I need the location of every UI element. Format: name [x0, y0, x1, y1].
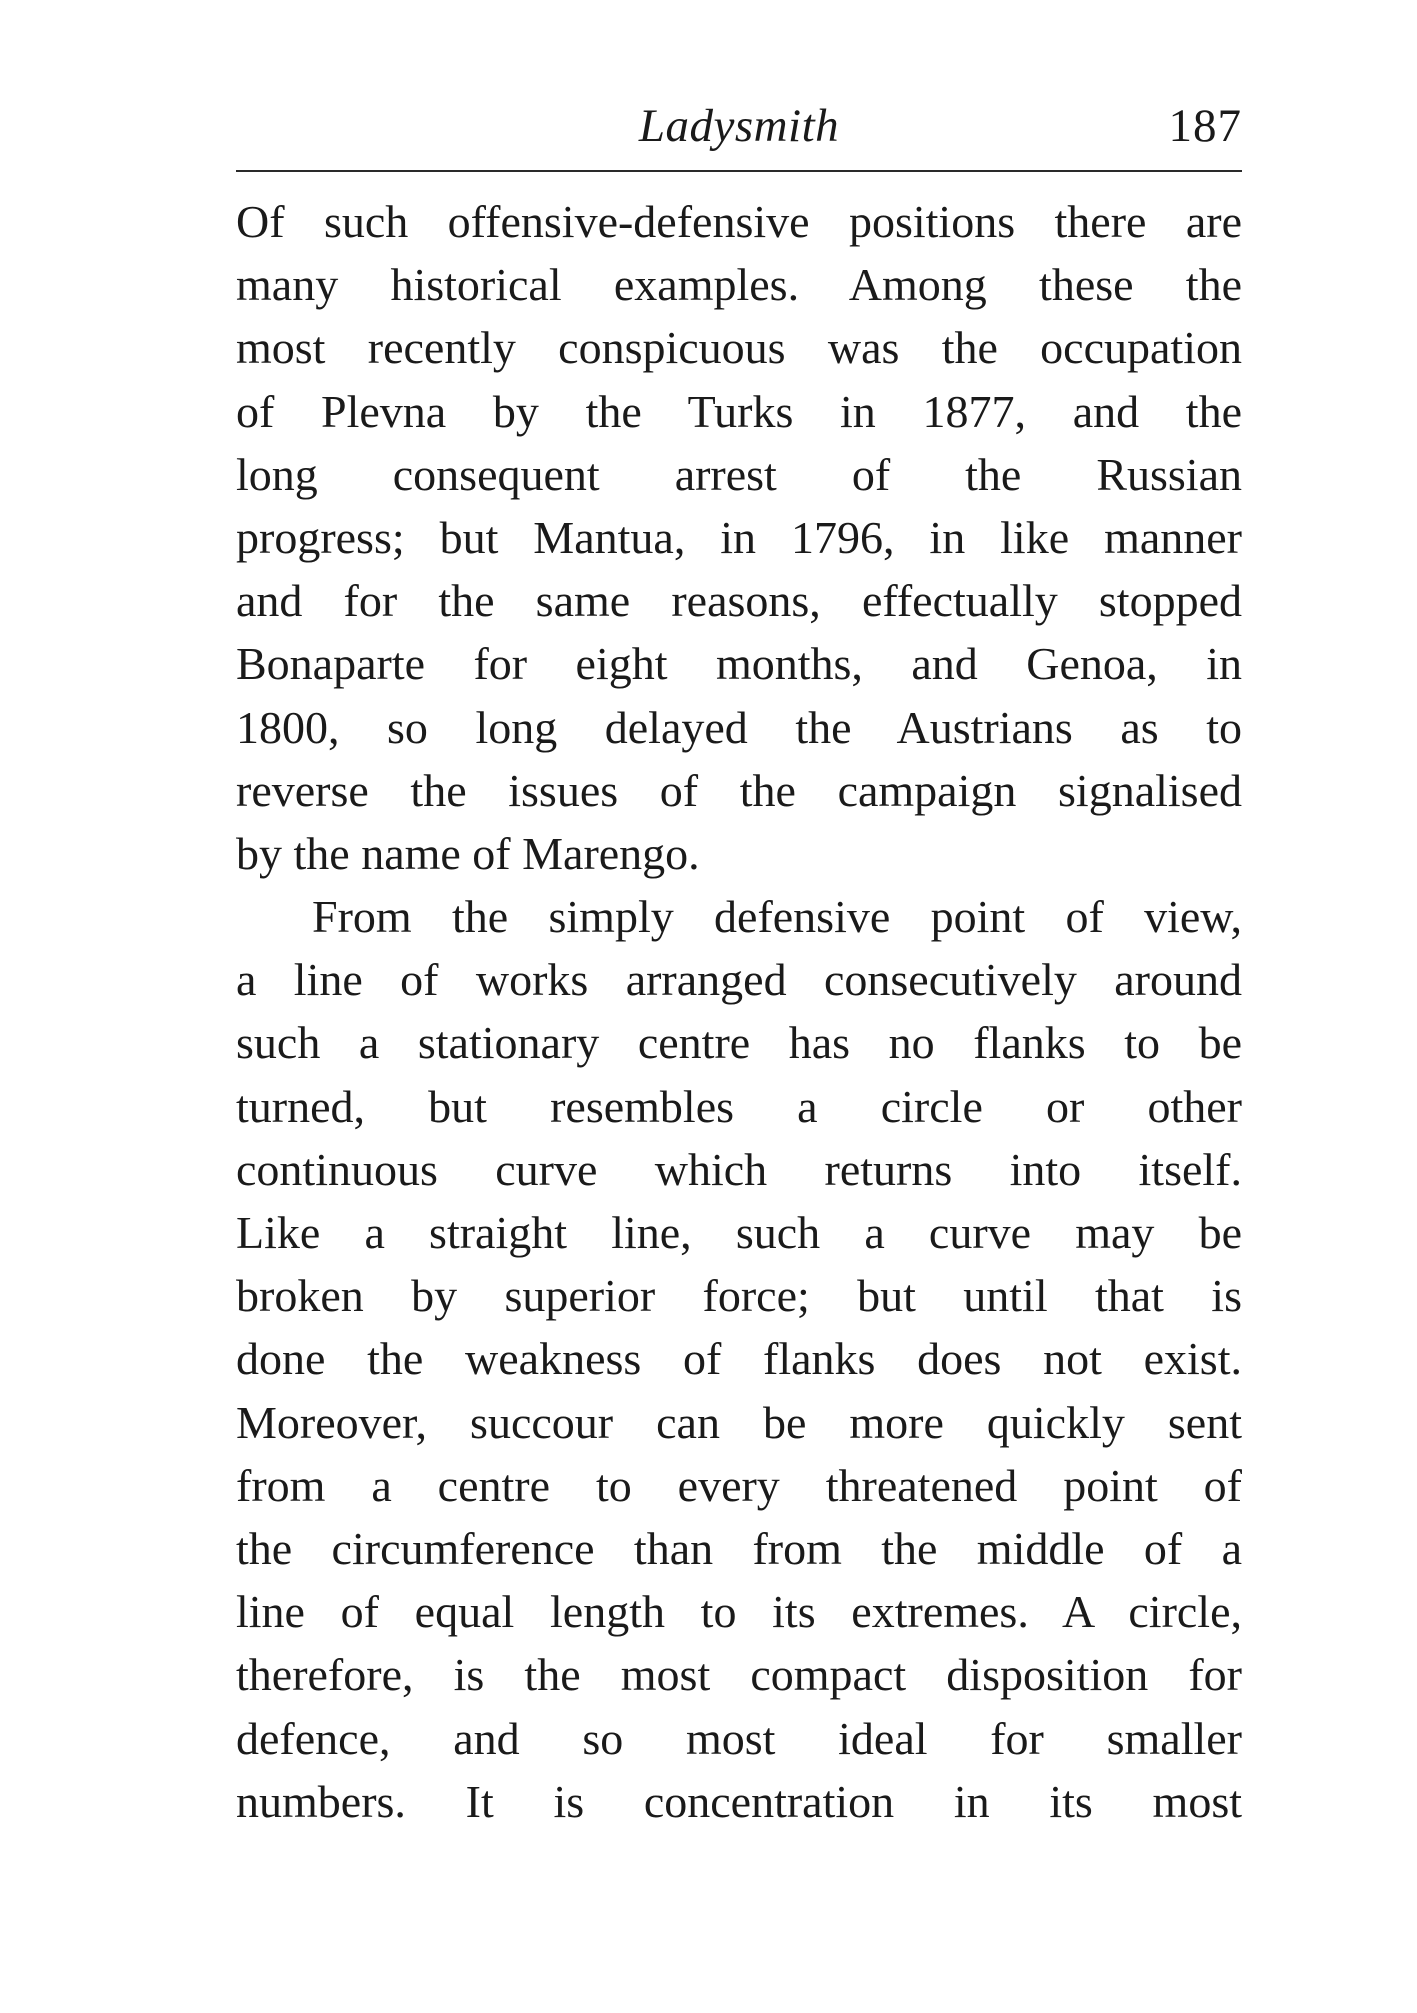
text-line: done the weakness of flanks does not exist.	[236, 1333, 1242, 1385]
text-line: from a centre to every threatened point of	[236, 1459, 1242, 1511]
text-line: From the simply defensive point of view,	[312, 891, 1242, 943]
page-number: 187	[1168, 100, 1242, 152]
text-line: such a stationary centre has no flanks to be	[236, 1017, 1242, 1069]
page-header	[236, 96, 1242, 156]
text-line: numbers. It is concentration in its most	[236, 1775, 1242, 1827]
text-line: Bonaparte for eight months, and Genoa, in	[236, 638, 1242, 690]
text-line: Of such offensive-defensive positions there are	[236, 196, 1242, 247]
text-line: reverse the issues of the campaign signalised	[236, 764, 1242, 816]
text-line: turned, but resembles a circle or other	[236, 1080, 1242, 1132]
text-line: 1800, so long delayed the Austrians as to	[236, 701, 1242, 753]
text-line: line of equal length to its extremes. A circle,	[236, 1586, 1242, 1638]
header-rule	[236, 170, 1242, 172]
text-line: of Plevna by the Turks in 1877, and the	[236, 385, 1242, 437]
running-head: Ladysmith	[638, 100, 840, 152]
text-line: Moreover, succour can be more quickly sent	[236, 1396, 1242, 1448]
text-line: most recently conspicuous was the occupation	[236, 322, 1242, 374]
text-line: many historical examples. Among these the	[236, 259, 1242, 311]
text-line: a line of works arranged consecutively around	[236, 954, 1242, 1006]
text-line: long consequent arrest of the Russian	[236, 448, 1242, 500]
text-line: therefore, is the most compact disposition for	[236, 1649, 1242, 1701]
text-line: defence, and so most ideal for smaller	[236, 1712, 1242, 1764]
body-text	[236, 190, 1242, 1833]
text-line: by the name of Marengo.	[236, 827, 700, 879]
text-line: progress; but Mantua, in 1796, in like manner	[236, 511, 1242, 563]
text-line: continuous curve which returns into itself.	[236, 1143, 1242, 1195]
text-line: and for the same reasons, effectually stopped	[236, 575, 1242, 627]
text-line: Like a straight line, such a curve may be	[236, 1207, 1242, 1258]
text-line: broken by superior force; but until that is	[236, 1270, 1242, 1322]
text-line: the circumference than from the middle of a	[236, 1522, 1242, 1574]
